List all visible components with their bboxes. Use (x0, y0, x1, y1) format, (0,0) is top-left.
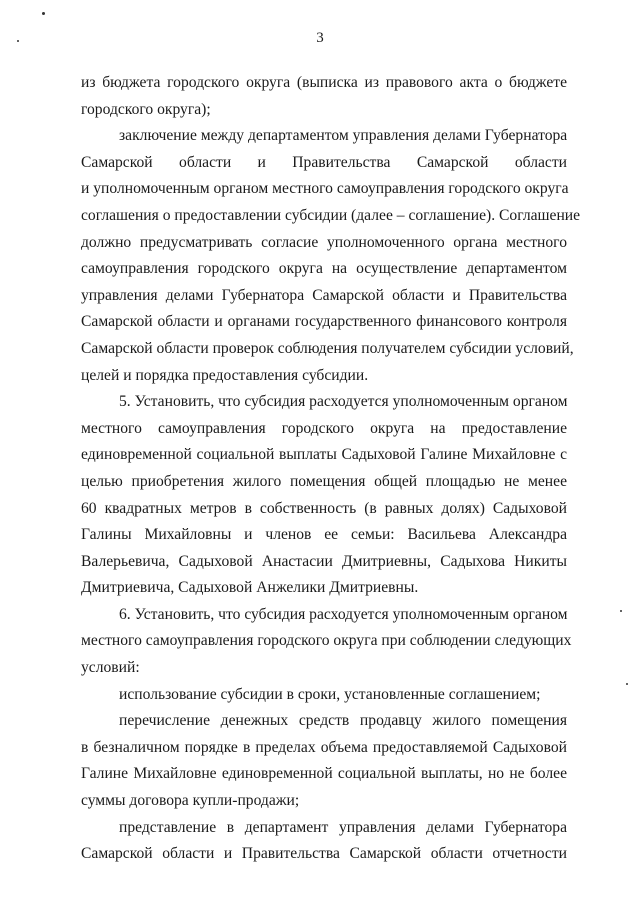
text-line: должно предусматривать согласие уполномоченного органа местного (81, 233, 567, 251)
scan-speck (620, 610, 622, 612)
text-line: местного самоуправления городского округа на предоставление (81, 419, 567, 437)
scan-speck (42, 12, 45, 15)
text-line: Галине Михайловне единовременной социальной выплаты, но не более (81, 765, 567, 783)
scan-speck (626, 683, 628, 685)
text-line: Самарской области и органами государственного финансового контроля (81, 313, 567, 331)
text-line: перечисление денежных средств продавцу жилого помещения (119, 712, 567, 730)
text-line: в безналичном порядке в пределах объема предоставляемой Садыховой (81, 738, 567, 756)
text-line: 6. Установить, что субсидия расходуется уполномоченным органом (119, 605, 568, 623)
text-line: использование субсидии в сроки, установленные соглашением; (119, 685, 541, 703)
text-line: Самарской области и Правительства Самарской области (81, 153, 567, 171)
text-line: самоуправления городского округа на осуществление департаментом (81, 260, 567, 278)
text-line: целей и порядка предоставления субсидии. (81, 366, 369, 384)
text-line: Валерьевича, Садыховой Анастасии Дмитриевны, Садыхова Никиты (81, 552, 567, 570)
text-line: Галины Михайловны и членов ее семьи: Васильева Александра (81, 526, 567, 544)
text-line: управления делами Губернатора Самарской области и Правительства (81, 286, 567, 304)
text-line: Дмитриевича, Садыховой Анжелики Дмитриевны. (81, 579, 419, 597)
text-line: суммы договора купли-продажи; (81, 792, 300, 810)
page-number: 3 (316, 30, 324, 46)
text-line: из бюджета городского округа (выписка из правового акта о бюджете (81, 74, 567, 91)
text-line: городского округа); (81, 100, 211, 118)
text-line: и уполномоченным органом местного самоуправления городского округа (81, 180, 569, 198)
text-line: единовременной социальной выплаты Садыховой Галине Михайловне с (81, 446, 567, 464)
text-line: целью приобретения жилого помещения общей площадью не менее (81, 472, 567, 490)
document-body (81, 70, 581, 868)
text-line: представление в департамент управления делами Губернатора (119, 818, 567, 836)
text-line: 60 квадратных метров в собственность (в равных долях) Садыховой (81, 499, 567, 517)
text-line: условий: (81, 659, 140, 677)
text-line: Самарской области и Правительства Самарской области отчетности (81, 845, 567, 863)
text-line: соглашения о предоставлении субсидии (далее – соглашение). Соглашение (81, 206, 581, 224)
text-line: местного самоуправления городского округа при соблюдении следующих (81, 632, 572, 650)
text-line: заключение между департаментом управления делами Губернатора (119, 127, 568, 145)
text-line: 5. Установить, что субсидия расходуется уполномоченным органом (119, 393, 568, 411)
text-line: Самарской области проверок соблюдения получателем субсидии условий, (81, 339, 574, 357)
